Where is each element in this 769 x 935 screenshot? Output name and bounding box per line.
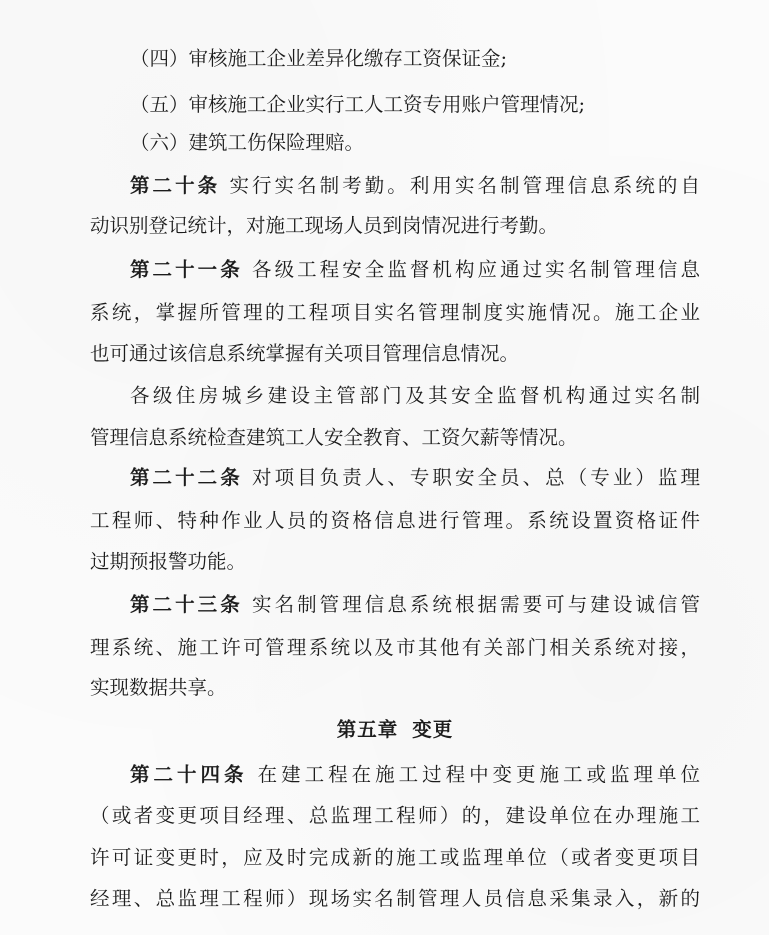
item-6-text: （六）建筑工伤保险理赔。 xyxy=(130,131,365,154)
item-4 xyxy=(130,44,700,74)
article-21-text-3: 也可通过该信息系统掌握有关项目管理信息情况。 xyxy=(90,342,520,365)
article-23-title: 第二十三条 xyxy=(130,593,243,616)
article-20-text-1: 实行实名制考勤。利用实名制管理信息系统的自 xyxy=(229,174,700,197)
article-22-title: 第二十二条 xyxy=(130,466,243,489)
article-24-title: 第二十四条 xyxy=(130,763,248,786)
article-21-text-2: 系统，掌握所管理的工程项目实名管理制度实施情况。施工企业 xyxy=(90,301,700,324)
article-23-line-3 xyxy=(90,673,700,703)
article-21-line-1 xyxy=(130,255,700,285)
article-23-line-2 xyxy=(90,633,700,663)
article-21-line-2 xyxy=(90,298,700,328)
article-20-text-2: 动识别登记统计，对施工现场人员到岗情况进行考勤。 xyxy=(90,214,559,237)
article-23-text-1: 实名制管理信息系统根据需要可与建设诚信管 xyxy=(252,593,700,616)
article-22-text-2: 工程师、特种作业人员的资格信息进行管理。系统设置资格证件 xyxy=(90,509,700,532)
article-20-title: 第二十条 xyxy=(130,174,221,197)
article-21-para-2-text-2: 管理信息系统检查建筑工人安全教育、工资欠薪等情况。 xyxy=(90,426,578,449)
chapter-5-name: 变更 xyxy=(412,718,454,741)
article-24-text-1: 在建工程在施工过程中变更施工或监理单位 xyxy=(257,763,700,786)
article-24-text-2: （或者变更项目经理、总监理工程师）的，建设单位在办理施工 xyxy=(90,804,700,827)
article-21-para-2-text-1: 各级住房城乡建设主管部门及其安全监督机构通过实名制 xyxy=(130,384,700,407)
article-24-line-4 xyxy=(90,884,700,914)
item-6 xyxy=(130,128,700,158)
article-24-line-2 xyxy=(90,801,700,831)
chapter-5-number: 第五章 xyxy=(336,718,399,741)
item-4-text: （四）审核施工企业差异化缴存工资保证金; xyxy=(130,47,508,70)
item-5-text: （五）审核施工企业实行工人工资专用账户管理情况; xyxy=(130,93,586,116)
article-21-text-1: 各级工程安全监督机构应通过实名制管理信息 xyxy=(252,258,700,281)
article-21-title: 第二十一条 xyxy=(130,258,243,281)
article-24-line-3 xyxy=(90,843,700,873)
article-22-line-2 xyxy=(90,506,700,536)
article-22-line-3 xyxy=(90,547,700,577)
article-22-text-1: 对项目负责人、专职安全员、总（专业）监理 xyxy=(252,466,700,489)
article-20-line-1 xyxy=(130,171,700,201)
article-21-para-2-line-1 xyxy=(130,381,700,411)
article-21-line-3 xyxy=(90,339,700,369)
article-20-line-2 xyxy=(90,211,700,241)
article-24-text-3: 许可证变更时，应及时完成新的施工或监理单位（或者变更项目 xyxy=(90,846,700,869)
article-24-line-1 xyxy=(130,760,700,790)
article-23-text-3: 实现数据共享。 xyxy=(90,676,227,699)
article-23-line-1 xyxy=(130,590,700,620)
article-21-para-2-line-2 xyxy=(90,423,700,453)
article-22-text-3: 过期预报警功能。 xyxy=(90,550,247,573)
item-5 xyxy=(130,90,700,120)
chapter-5-heading xyxy=(90,715,700,745)
article-23-text-2: 理系统、施工许可管理系统以及市其他有关部门相关系统对接， xyxy=(90,636,700,659)
article-24-text-4: 经理、总监理工程师）现场实名制管理人员信息采集录入，新的 xyxy=(90,887,700,910)
article-22-line-1 xyxy=(130,463,700,493)
